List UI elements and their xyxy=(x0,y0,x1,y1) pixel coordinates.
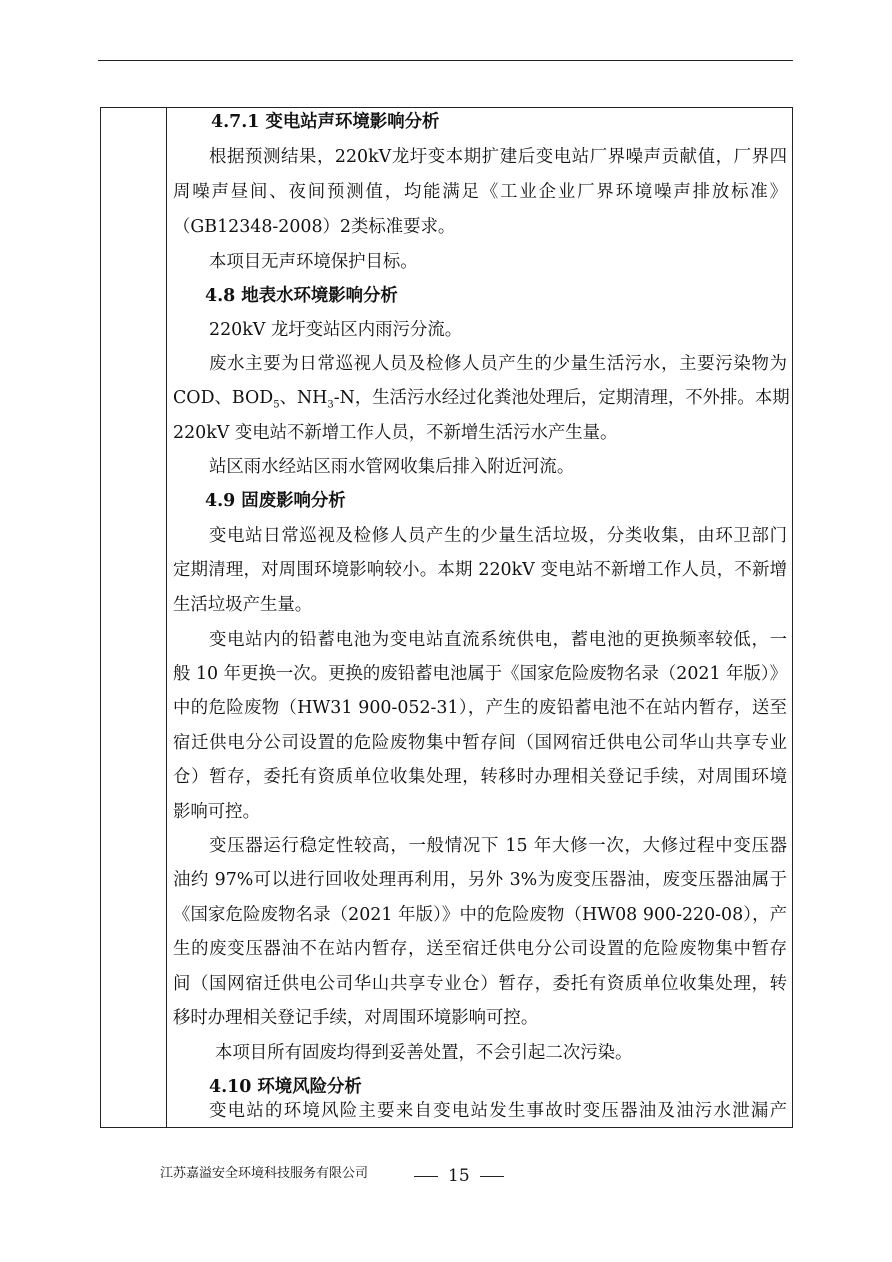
content-table xyxy=(100,107,793,1128)
paragraph-line: 定期清理，对周围环境影响较小。本期 220kV 变电站不新增工作人员，不新增 xyxy=(173,560,787,580)
heading-4-9: 4.9 固废影响分析 xyxy=(205,491,346,511)
table-left-column xyxy=(101,108,167,1127)
top-rule xyxy=(98,60,793,61)
paragraph-line: 移时办理相关登记手续，对周围环境影响可控。 xyxy=(173,1008,539,1028)
heading-4-7-1: 4.7.1 变电站声环境影响分析 xyxy=(211,112,440,132)
paragraph-line: 《国家危险废物名录（2021 年版）》中的危险废物（HW08 900-220-08），产 xyxy=(173,905,787,925)
paragraph-line: 宿迁供电分公司设置的危险废物集中暂存间（国网宿迁供电公司华山共享专业 xyxy=(173,733,787,753)
paragraph-line: 生的废变压器油不在站内暂存，送至宿迁供电分公司设置的危险废物集中暂存 xyxy=(173,939,787,959)
footer-dash-right xyxy=(480,1176,504,1177)
paragraph-line: 仓）暂存，委托有资质单位收集处理，转移时办理相关登记手续，对周围环境 xyxy=(173,767,787,787)
paragraph-line: 变压器运行稳定性较高，一般情况下 15 年大修一次，大修过程中变压器 xyxy=(209,836,787,856)
paragraph-line: 站区雨水经站区雨水管网收集后排入附近河流。 xyxy=(209,457,575,477)
paragraph-line: 般 10 年更换一次。更换的废铅蓄电池属于《国家危险废物名录（2021 年版）》 xyxy=(173,664,787,684)
footer-dash-left xyxy=(414,1176,438,1177)
heading-4-8: 4.8 地表水环境影响分析 xyxy=(205,286,398,306)
paragraph-line: （GB12348-2008）2类标准要求。 xyxy=(173,217,456,237)
paragraph-line: 变电站的环境风险主要来自变电站发生事故时变压器油及油污水泄漏产 xyxy=(209,1101,787,1121)
paragraph-line: 间（国网宿迁供电公司华山共享专业仓）暂存，委托有资质单位收集处理，转 xyxy=(173,974,787,994)
footer-page-number xyxy=(404,1166,514,1186)
paragraph-line: 本项目所有固废均得到妥善处置，不会引起二次污染。 xyxy=(215,1043,633,1063)
paragraph-line: 220kV 龙圩变站区内雨污分流。 xyxy=(209,320,463,340)
paragraph-line: 影响可控。 xyxy=(173,802,260,822)
paragraph-line: 变电站日常巡视及检修人员产生的少量生活垃圾，分类收集，由环卫部门 xyxy=(209,526,787,546)
paragraph-line-formula: COD、$BOD_5$、$NH_3-N$，生活污水经过化粪池处理后，定期清理，不外排。本期 xyxy=(173,388,790,411)
paragraph-line: 变电站内的铅蓄电池为变电站直流系统供电，蓄电池的更换频率较低，一 xyxy=(209,630,787,650)
paragraph-line: 220kV 变电站不新增工作人员，不新增生活污水产生量。 xyxy=(173,423,618,443)
footer-company: 江苏嘉溢安全环境科技服务有限公司 xyxy=(160,1166,369,1181)
paragraph-line: 生活垃圾产生量。 xyxy=(173,595,313,615)
paragraph-line: 本项目无声环境保护目标。 xyxy=(209,252,418,272)
paragraph-line: 废水主要为日常巡视人员及检修人员产生的少量生活污水，主要污染物为 xyxy=(209,354,787,374)
paragraph-line: 油约 97%可以进行回收处理再利用，另外 3%为废变压器油，废变压器油属于 xyxy=(173,870,787,890)
paragraph-line: 周噪声昼间、夜间预测值，均能满足《工业企业厂界环境噪声排放标准》 xyxy=(173,182,787,202)
page-number: 15 xyxy=(448,1166,470,1186)
paragraph-line: 中的危险废物（HW31 900-052-31），产生的废铅蓄电池不在站内暂存，送至 xyxy=(173,698,787,718)
paragraph-line: 根据预测结果，220kV龙圩变本期扩建后变电站厂界噪声贡献值，厂界四 xyxy=(209,147,787,167)
heading-4-10: 4.10 环境风险分析 xyxy=(209,1077,362,1097)
